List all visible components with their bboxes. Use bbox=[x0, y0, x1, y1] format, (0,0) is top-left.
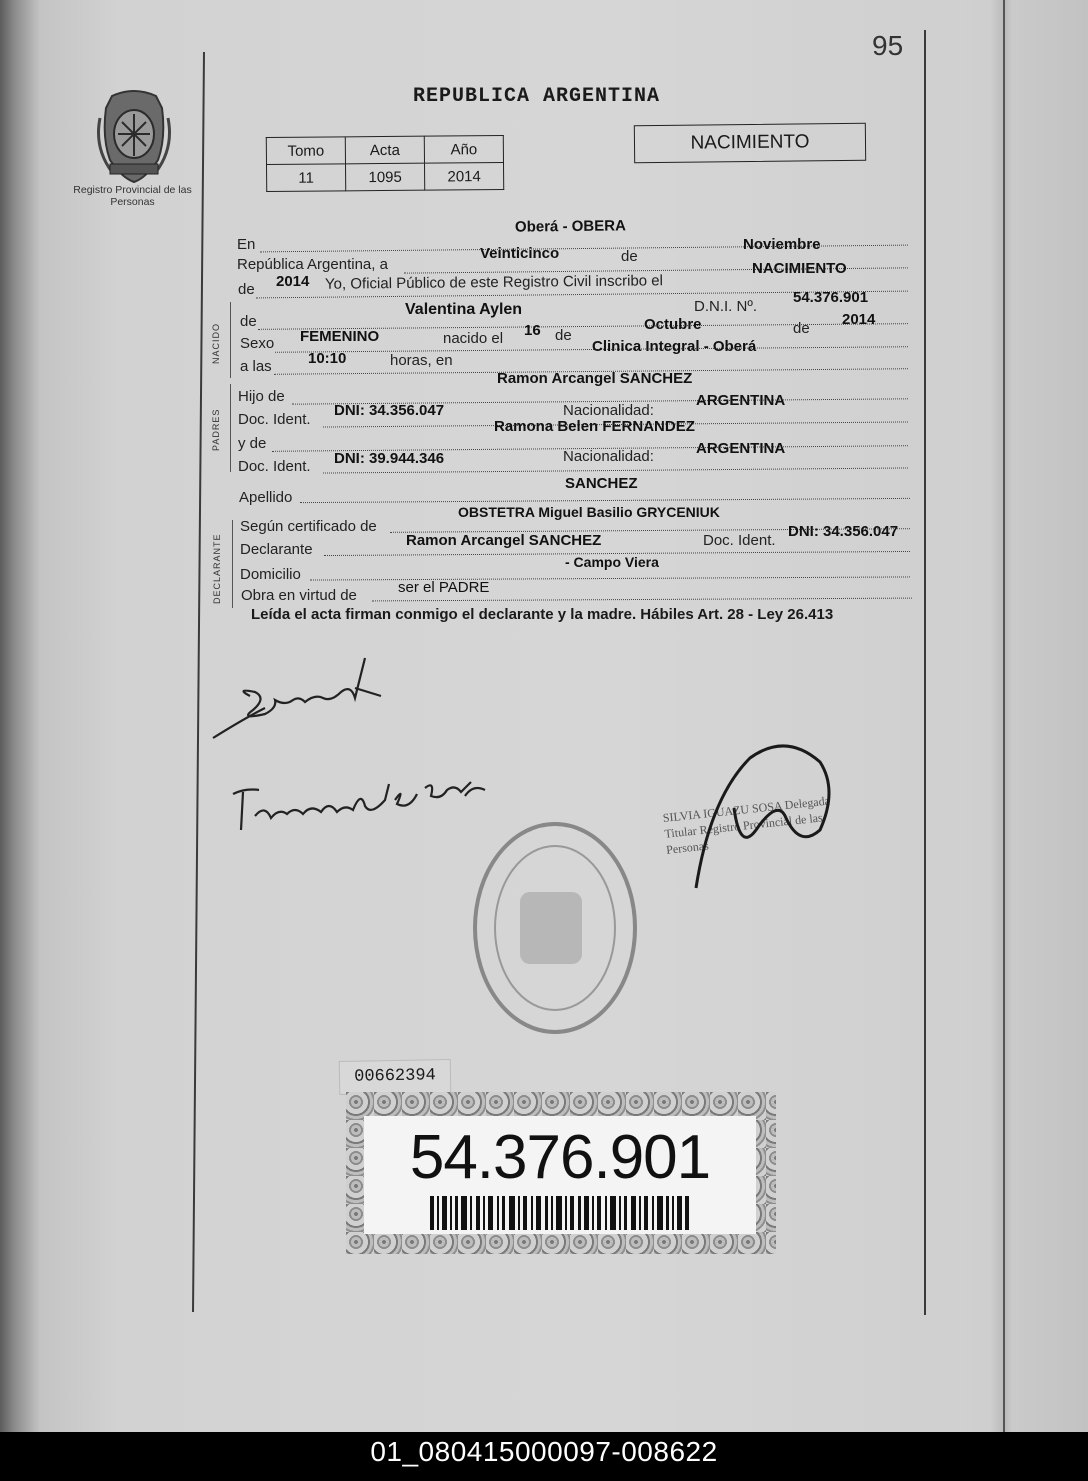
declarante-doc-value: DNI: 34.356.047 bbox=[788, 523, 899, 540]
child-name-value: Valentina Aylen bbox=[405, 301, 523, 318]
page-number: 95 bbox=[872, 30, 904, 61]
declarante-name-value: Ramon Arcangel SANCHEZ bbox=[406, 532, 602, 549]
mother-doc-value: DNI: 39.944.346 bbox=[334, 450, 445, 467]
serial-number: 00662394 bbox=[339, 1059, 452, 1095]
declarante-label: Declarante bbox=[240, 541, 313, 558]
sexo-label: Sexo bbox=[240, 335, 275, 352]
registry-name: Registro Provincial de las Personas bbox=[73, 184, 192, 208]
reference-table bbox=[266, 135, 504, 192]
section-label-declarante: DECLARANTE bbox=[212, 533, 222, 604]
apellido-label: Apellido bbox=[239, 489, 293, 506]
closing-statement: Leída el acta firman conmigo el declarante y la madre. Hábiles Art. 28 - Ley 26.413 bbox=[251, 606, 834, 623]
birth-year-value: 2014 bbox=[842, 311, 876, 328]
de-label: de bbox=[793, 320, 810, 337]
scan-footer-id: 01_080415000097-008622 bbox=[0, 1432, 1088, 1481]
place-value: Oberá - OBERA bbox=[514, 217, 626, 236]
y-de-label: y de bbox=[238, 435, 267, 452]
domicilio-label: Domicilio bbox=[240, 566, 301, 583]
father-name-value: Ramon Arcangel SANCHEZ bbox=[497, 370, 693, 387]
cert-label: Según certificado de bbox=[240, 518, 377, 535]
page-edge-line bbox=[1003, 0, 1005, 1432]
nacionalidad-label: Nacionalidad: bbox=[563, 402, 654, 419]
mother-name-value: Ramona Belen FERNANDEZ bbox=[494, 418, 695, 435]
header-tomo: Tomo bbox=[266, 137, 345, 165]
dni-label: D.N.I. Nº. bbox=[694, 298, 757, 315]
time-value: 10:10 bbox=[308, 350, 347, 367]
doc-ident-label: Doc. Ident. bbox=[703, 532, 776, 549]
nacionalidad-label: Nacionalidad: bbox=[563, 448, 654, 465]
dotted-line bbox=[323, 467, 908, 473]
father-nationality-value: ARGENTINA bbox=[696, 392, 786, 409]
left-margin-rule bbox=[192, 52, 204, 1312]
section-bracket bbox=[230, 384, 231, 472]
section-bracket bbox=[232, 520, 233, 608]
signature-official-icon bbox=[690, 738, 840, 898]
round-seal-icon bbox=[468, 818, 643, 1038]
dotted-line bbox=[300, 498, 910, 503]
inscribed-value: NACIMIENTO bbox=[752, 260, 847, 277]
barcode-icon bbox=[430, 1196, 690, 1230]
oficial-text: Yo, Oficial Público de este Registro Civil inscribo el bbox=[324, 272, 664, 293]
dotted-line bbox=[372, 598, 912, 602]
de-label: de bbox=[555, 327, 572, 344]
birth-day-value: 16 bbox=[524, 322, 541, 339]
section-bracket bbox=[230, 302, 231, 378]
day-value: Veinticinco bbox=[480, 245, 560, 262]
domicilio-value: - Campo Viera bbox=[565, 554, 659, 570]
year-value: 2014 bbox=[276, 273, 310, 290]
doc-ident-label: Doc. Ident. bbox=[238, 458, 311, 475]
signature-mother-icon bbox=[225, 760, 505, 840]
official-stamp: SILVIA IGUAZU SOSA Delegada Titular Registro Provincial de las Personas bbox=[662, 793, 831, 857]
horas-label: horas, en bbox=[390, 352, 453, 369]
hijo-de-label: Hijo de bbox=[238, 388, 285, 405]
a-las-label: a las bbox=[240, 358, 272, 375]
en-label: En bbox=[237, 236, 256, 253]
section-label-nacido: NACIDO bbox=[211, 322, 221, 364]
sticker-number: 54.376.901 bbox=[409, 1123, 711, 1192]
apellido-value: SANCHEZ bbox=[565, 475, 638, 492]
birth-month-value: Octubre bbox=[644, 316, 702, 333]
record-type-box: NACIMIENTO bbox=[634, 123, 866, 163]
birth-place-value: Clinica Integral - Oberá bbox=[592, 338, 757, 355]
nacido-el-label: nacido el bbox=[443, 330, 504, 347]
republica-label: República Argentina, a bbox=[237, 256, 388, 273]
obra-value: ser el PADRE bbox=[398, 579, 490, 596]
father-doc-value: DNI: 34.356.047 bbox=[334, 402, 445, 419]
month-value: Noviembre bbox=[743, 236, 821, 253]
id-sticker bbox=[346, 1092, 776, 1254]
cert-value: OBSTETRA Miguel Basilio GRYCENIUK bbox=[458, 504, 720, 520]
nacido-de-label: de bbox=[240, 313, 257, 330]
document-title: REPUBLICA ARGENTINA bbox=[413, 85, 661, 108]
section-label-padres: PADRES bbox=[211, 408, 221, 451]
sexo-value: FEMENINO bbox=[300, 328, 380, 345]
child-dni-value: 54.376.901 bbox=[793, 289, 869, 306]
de-label: de bbox=[621, 248, 638, 265]
sticker-label bbox=[364, 1116, 756, 1234]
signature-father-icon bbox=[205, 648, 395, 744]
doc-ident-label: Doc. Ident. bbox=[238, 411, 311, 428]
reference-value-row bbox=[267, 162, 504, 191]
value-acta: 1095 bbox=[346, 163, 425, 191]
obra-label: Obra en virtud de bbox=[241, 587, 357, 604]
value-tomo: 11 bbox=[267, 164, 346, 192]
provincial-crest-icon bbox=[92, 88, 176, 184]
header-ano: Año bbox=[424, 135, 503, 163]
header-acta: Acta bbox=[345, 136, 424, 164]
right-margin-rule bbox=[924, 30, 926, 1315]
value-ano: 2014 bbox=[424, 162, 503, 190]
reference-header-row bbox=[266, 135, 503, 164]
mother-nationality-value: ARGENTINA bbox=[696, 440, 786, 457]
de-label: de bbox=[238, 281, 255, 298]
